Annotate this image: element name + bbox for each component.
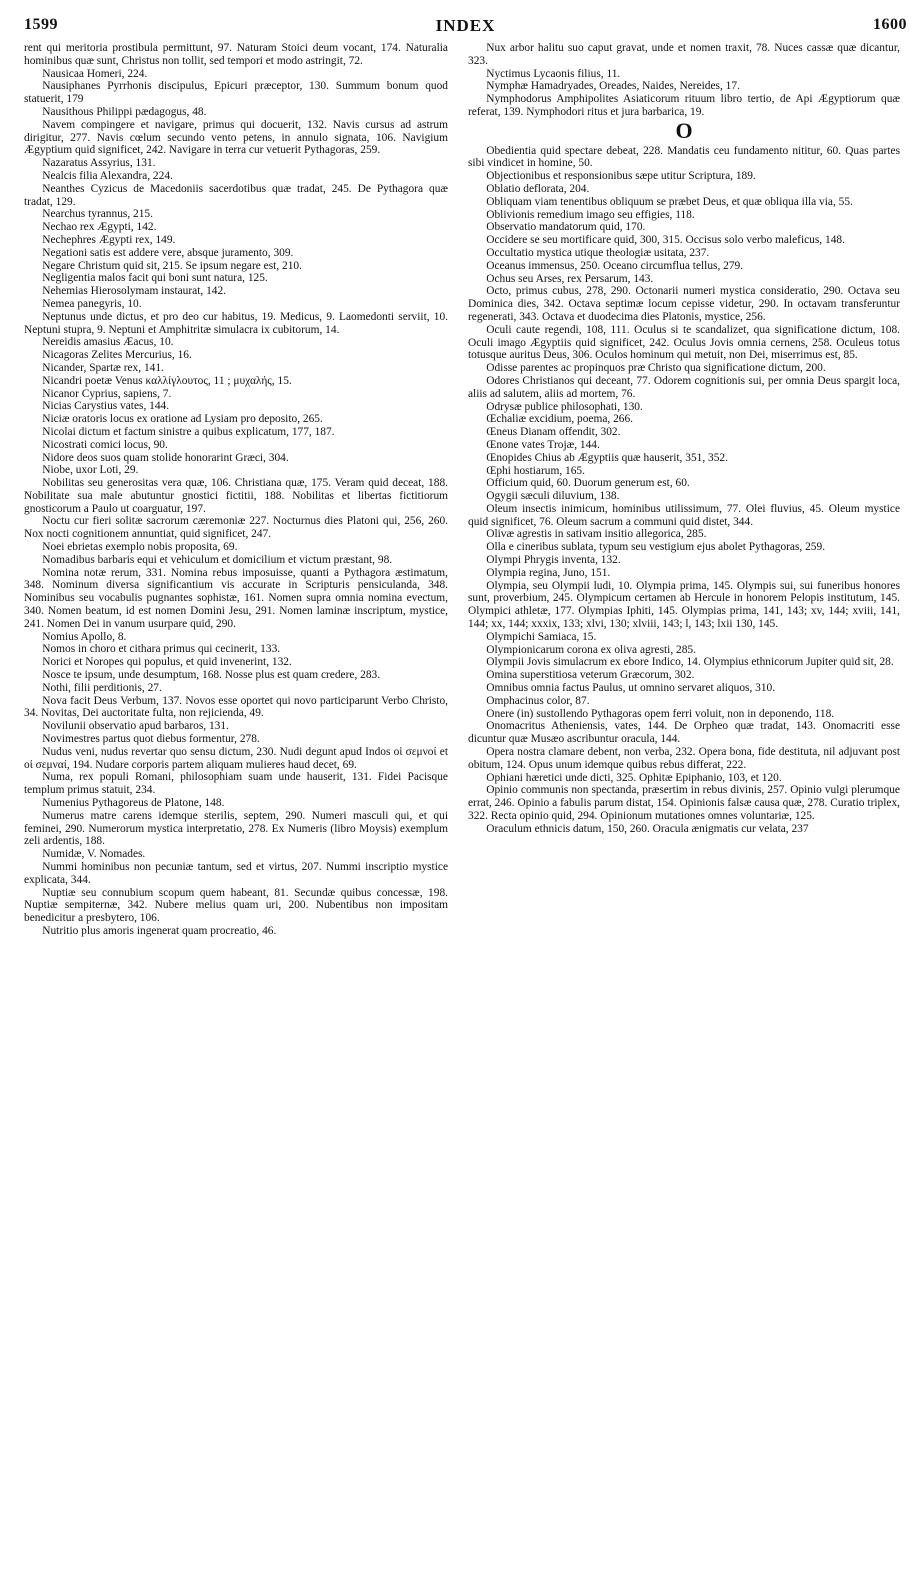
index-entry: Numenius Pythagoreus de Platone, 148. xyxy=(42,797,225,810)
index-entry: Nyctimus Lycaonis filius, 11. xyxy=(486,67,621,80)
index-entry: Negare Christum quid sit, 215. Se ipsum negare est, 210. xyxy=(42,259,302,272)
index-entry: Obliquam viam tenentibus obliquum se præbet Deus, et quæ obliqua illa via, 55. xyxy=(486,195,853,208)
index-entry: Norici et Noropes qui populus, et quid invenerint, 132. xyxy=(42,656,292,669)
index-entry: Nicias Carystius vates, 144. xyxy=(42,400,170,413)
index-entry: Odisse parentes ac propinquos præ Christo qua significatione dictum, 200. xyxy=(486,362,826,375)
index-entry: Nicanor Cyprius, sapiens, 7. xyxy=(42,387,172,400)
index-entry: Nicagoras Zelites Mercurius, 16. xyxy=(42,349,192,362)
index-entry: Olympionicarum corona ex oliva agresti, 285. xyxy=(486,643,696,656)
index-entry: Nudus veni, nudus revertar quo sensu dictum, 230. Nudi degunt apud Indos οἱ σεμνοί et οἱ σεμναί, 194. Nudare corporis partem aliquam mulieres haud decet, 69. xyxy=(24,745,448,771)
index-entry: Nummi hominibus non pecuniæ tantum, sed et virtus, 207. Nummi inscriptio mystice explicata, 344. xyxy=(24,861,448,886)
index-entry: Octo, primus cubus, 278, 290. Octonarii numeri mystica consideratio, 290. Octava seu Dominica dies, 342. Octava septimæ locum cepisse videtur, 290. In octavam transferuntur regenerati, 343. Octava et duodecima dies Platonis, mystice, 256. xyxy=(468,285,900,323)
index-entry: Olympia regina, Juno, 151. xyxy=(486,566,611,579)
index-entry: Œnopides Chius ab Ægyptiis quæ hauserit, 351, 352. xyxy=(486,451,728,464)
index-entry: Nux arbor halitu suo caput gravat, unde et nomen traxit, 78. Nuces cassæ quæ dicantur, 323. xyxy=(468,42,900,67)
index-entry: Oceanus immensus, 250. Oceano circumflua tellus, 279. xyxy=(486,259,744,272)
index-entry: Negligentia malos facit qui boni sunt natura, 125. xyxy=(42,272,268,285)
index-entry: Nuptiæ seu connubium scopum quem habeant, 81. Secundæ quibus concessæ, 198. Nuptiæ sempiternæ, 342. Nubere melius quam uri, 200. Nubentibus non impositam benedicitur a presbytero, 106. xyxy=(24,886,448,925)
index-entry: Olla e cineribus sublata, typum seu vestigium ejus abolet Pythagoras, 259. xyxy=(486,541,826,554)
index-entry: Nemea panegyris, 10. xyxy=(42,297,142,310)
index-entry: Nomius Apollo, 8. xyxy=(42,630,127,643)
index-entry: Neptunus unde dictus, et pro deo cur habitus, 19. Medicus, 9. Laomedonti serviit, 10. Neptuni stupra, 9. Neptuni et Amphitritæ simulacra ix cubitorum, 14. xyxy=(24,310,448,336)
index-entry: Nealcis filia Alexandra, 224. xyxy=(42,169,173,182)
index-entry: Novilunii observatio apud barbaros, 131. xyxy=(42,720,229,733)
index-entry: Omphacinus color, 87. xyxy=(486,694,590,707)
index-entry: Oblatio deflorata, 204. xyxy=(486,182,590,195)
index-entry: Occidere se seu mortificare quid, 300, 315. Occisus solo verbo maleficus, 148. xyxy=(486,234,845,247)
index-entry: Onere (in) sustollendo Pythagoras opem ferri voluit, non in deponendo, 118. xyxy=(486,707,835,720)
index-entry: Nicander, Spartæ rex, 141. xyxy=(42,361,164,374)
index-entry: Nicandri poetæ Venus καλλίγλουτος, 11 ; μυχαλής, 15. xyxy=(42,374,292,387)
index-entry: Olympi Phrygis inventa, 132. xyxy=(486,554,621,567)
left-page-number: 1599 xyxy=(24,16,58,33)
index-entry: Nutritio plus amoris ingenerat quam procreatio, 46. xyxy=(42,924,277,937)
index-entry: Œchaliæ excidium, poema, 266. xyxy=(486,413,634,426)
index-entry: Odrysæ publice philosophati, 130. xyxy=(486,400,643,413)
right-column-o-entries xyxy=(468,145,900,836)
index-entry: Negationi satis est addere vere, absque juramento, 309. xyxy=(42,246,294,259)
right-page-number: 1600 xyxy=(873,16,907,33)
index-entry: Nidore deos suos quam stolide honorarint Græci, 304. xyxy=(42,451,289,464)
index-entry: Œnone vates Trojæ, 144. xyxy=(486,438,600,451)
index-entry: Noei ebrietas exemplo nobis proposita, 69. xyxy=(42,541,238,554)
index-entry: Nazaratus Assyrius, 131. xyxy=(42,157,156,170)
index-entry: Nehemias Hierosolymam instaurat, 142. xyxy=(42,285,227,298)
index-entry: Nechephres Ægypti rex, 149. xyxy=(42,233,176,246)
index-entry: Nomadibus barbaris equi et vehiculum et domicilium et victum præstant, 98. xyxy=(42,553,393,566)
index-entry: Observatio mandatorum quid, 170. xyxy=(486,221,646,234)
index-entry: Nechao rex Ægypti, 142. xyxy=(42,221,157,234)
index-entry: Opinio communis non spectanda, præsertim in rebus divinis, 257. Opinio vulgi plerumque errat, 246. Opinio a fabulis parum distat, 154. Opinionis falsæ causa quæ, 278. Curatio triplex, 322. Recta opinio quid, 294. Opinionum mutationes omnes voluntariæ, 125. xyxy=(468,784,900,823)
index-entry: Obedientia quid spectare debeat, 228. Mandatis ceu fundamento nititur, 60. Quas partes sibi vindicet in homine, 50. xyxy=(468,144,900,170)
index-entry: Niciæ oratoris locus ex oratione ad Lysiam pro deposito, 265. xyxy=(42,413,323,426)
index-entry: Omnibus omnia factus Paulus, ut omnino servaret aliquos, 310. xyxy=(486,682,776,695)
left-index-column xyxy=(24,42,448,938)
index-entry: rent qui meritoria prostibula permittunt, 97. Naturam Stoici deum vocant, 174. Naturalia hominibus quæ sunt, Christus non tollit, sed tempori et modo astringit, 72. xyxy=(24,42,448,67)
index-entry: Ophiani hæretici unde dicti, 325. Ophitæ Epiphanio, 103, et 120. xyxy=(486,771,782,784)
index-entry: Nothi, filii perditionis, 27. xyxy=(42,681,162,694)
index-entry: Nicostrati comici locus, 90. xyxy=(42,438,168,451)
index-entry: Nearchus tyrannus, 215. xyxy=(42,208,153,221)
index-entry: Nausiphanes Pyrrhonis discipulus, Epicuri præceptor, 130. Summum bonum quod statuerit, 179 xyxy=(24,80,448,106)
index-entry: Oblivionis remedium imago seu effigies, 118. xyxy=(486,208,695,221)
index-entry: Ogygii sæculi diluvium, 138. xyxy=(486,490,620,503)
index-entry: Occultatio mystica utique theologiæ usitata, 237. xyxy=(486,246,710,259)
index-entry: Olivæ agrestis in sativam insitio allegorica, 285. xyxy=(486,528,707,541)
index-entry: Novimestres partus quot diebus formentur, 278. xyxy=(42,733,260,746)
index-entry: Œphi hostiarum, 165. xyxy=(486,464,585,477)
section-letter-heading: O xyxy=(675,117,693,143)
index-entry: Nymphæ Hamadryades, Oreades, Naides, Nereides, 17. xyxy=(486,80,740,93)
index-entry: Nereidis amasius Æacus, 10. xyxy=(42,336,174,349)
index-entry: Numa, rex populi Romani, philosophiam suam unde hauserit, 131. Fidei Pacisque templum primus statuit, 234. xyxy=(24,771,448,797)
index-entry: Oleum insectis inimicum, hominibus utilissimum, 77. Olei fluvius, 45. Oleum mystice quid significet, 76. Oleum sacrum a communi quid distet, 344. xyxy=(468,502,900,528)
index-entry: Navem compingere et navigare, primus qui docuerit, 132. Navis cursus ad astrum dirigitur, 277. Navis cœlum secundo vento petens, in annulo signata, 106. Navigium Ægyptium quid significet, 242. Navigare in terra cur vetuerit Pythagoras, 259. xyxy=(24,118,448,157)
index-entry: Opera nostra clamare debent, non verba, 232. Opera bona, fide destituta, nil adjuvant post obitum, 124. Opus unum idemque quibus rebus differat, 222. xyxy=(468,746,900,771)
index-entry: Niobe, uxor Loti, 29. xyxy=(42,464,139,477)
index-entry: Objectionibus et responsionibus sæpe utitur Scriptura, 189. xyxy=(486,170,756,183)
index-entry: Nomina notæ rerum, 331. Nomina rebus imposuisse, quanti a Pythagora æstimatum, 348. Nominum diversa significantium vis accurate in Scripturis pensiculanda, 348. Nominibus seu vocabulis pugnantes sophistæ, 161. Nomen supra omnia nomina evectum, 340. Nomen beatum, id est nomen Domini Jesu, 291. Nomen laminæ inscriptum, mystice, 241. Nomen Dei in vanum usurpare quid, 290. xyxy=(24,566,448,630)
index-entry: Oraculum ethnicis datum, 150, 260. Oracula ænigmatis cur velata, 237 xyxy=(486,822,809,835)
index-entry: Nomos in choro et cithara primus qui cecinerit, 133. xyxy=(42,643,281,656)
index-entry: Oculi caute regendi, 108, 111. Oculus si te scandalizet, qua significatione dictum, 108. Oculi imago Ægyptiis quid significet, 242. Oculus Jovis omnia cernens, 258. Oculeus totus totusque auritus Deus, 306. Oculos hominum qui metuit, non Dei, miserrimus est, 85. xyxy=(468,323,900,362)
index-entry: Noctu cur fieri solitæ sacrorum cæremoniæ 227. Nocturnus dies Platoni qui, 256, 260. Nox nocti cognitionem annuntiat, quid significet, 247. xyxy=(24,515,448,541)
index-entry: Nosce te ipsum, unde desumptum, 168. Nosse plus est quam credere, 283. xyxy=(42,669,381,682)
index-entry: Odores Christianos qui deceant, 77. Odorem cognitionis sui, per omnia Deus spargit loca, aliis ad salutem, aliis ad mortem, 76. xyxy=(468,374,900,400)
index-entry: Nymphodorus Amphipolites Asiaticorum rituum libro tertio, de Api Ægyptiorum quæ referat, 139. Nymphodori ritus et jura barbarica, 19. xyxy=(468,93,900,118)
index-entry: Nova facit Deus Verbum, 137. Novos esse oportet qui novo participarunt Verbo Christo, 34. Novitas, Dei auctoritate fulta, non rejicienda, 49. xyxy=(24,694,448,720)
index-entry: Nausicaa Homeri, 224. xyxy=(42,67,148,80)
page-title: INDEX xyxy=(435,16,496,35)
index-entry: Omina superstitiosa veterum Græcorum, 302. xyxy=(486,669,695,682)
index-entry: Numerus matre carens idemque sterilis, septem, 290. Numeri masculi qui, et qui feminei, 290. Numerorum mystica interpretatio, 278. Ex Numeris (libro Moysis) exemplum zeli ardentis, 188. xyxy=(24,809,448,848)
index-entry: Officium quid, 60. Duorum generum est, 60. xyxy=(486,477,690,490)
index-entry: Œneus Dianam offendit, 302. xyxy=(486,426,621,439)
index-entry: Olympii Jovis simulacrum ex ebore Indico, 14. Olympius ethnicorum Jupiter quid sit, 28. xyxy=(486,656,894,669)
index-entry: Ochus seu Arses, rex Persarum, 143. xyxy=(486,272,654,285)
right-index-column xyxy=(468,42,900,836)
index-entry: Onomacritus Atheniensis, vates, 144. De Orpheo quæ tradat, 143. Onomacriti esse dicuntur quæ Musæo ascribuntur oracula, 144. xyxy=(468,720,900,746)
index-entry: Olympichi Samiaca, 15. xyxy=(486,630,597,643)
right-column-n-entries xyxy=(468,42,900,119)
index-entry: Neanthes Cyzicus de Macedoniis sacerdotibus quæ tradat, 245. De Pythagora quæ tradat, 129. xyxy=(24,182,448,208)
index-entry: Nobilitas seu generositas vera quæ, 106. Christiana quæ, 175. Veram quid deceat, 188. Nobilitate sua male abutuntur gnostici fictitii, 188. Nobilitas et libertas fictitiorum gnosticorum a Paulo ut coarguatur, 197. xyxy=(24,477,448,515)
index-entry: Nicolai dictum et factum sinistre a quibus explicatum, 177, 187. xyxy=(42,425,335,438)
index-entry: Nausithous Philippi pædagogus, 48. xyxy=(42,105,207,118)
page-header xyxy=(24,16,907,38)
index-entry: Numidæ, V. Nomades. xyxy=(42,848,146,861)
index-entry: Olympia, seu Olympii ludi, 10. Olympia prima, 145. Olympis sui, sui funeribus honores sunt, proverbium, 245. Olympicum certamen ab Hercule in honorem Pelopis institutum, 145. Olympici athletæ, 177. Olympias Iphiti, 145. Olympias prima, 141, 143; xv, 144; xviii, 141, 144; xx, 144; xxxix, 133; xlvi, 130; xlviii, 143; l, 143; lxii 130, 145. xyxy=(468,579,900,631)
